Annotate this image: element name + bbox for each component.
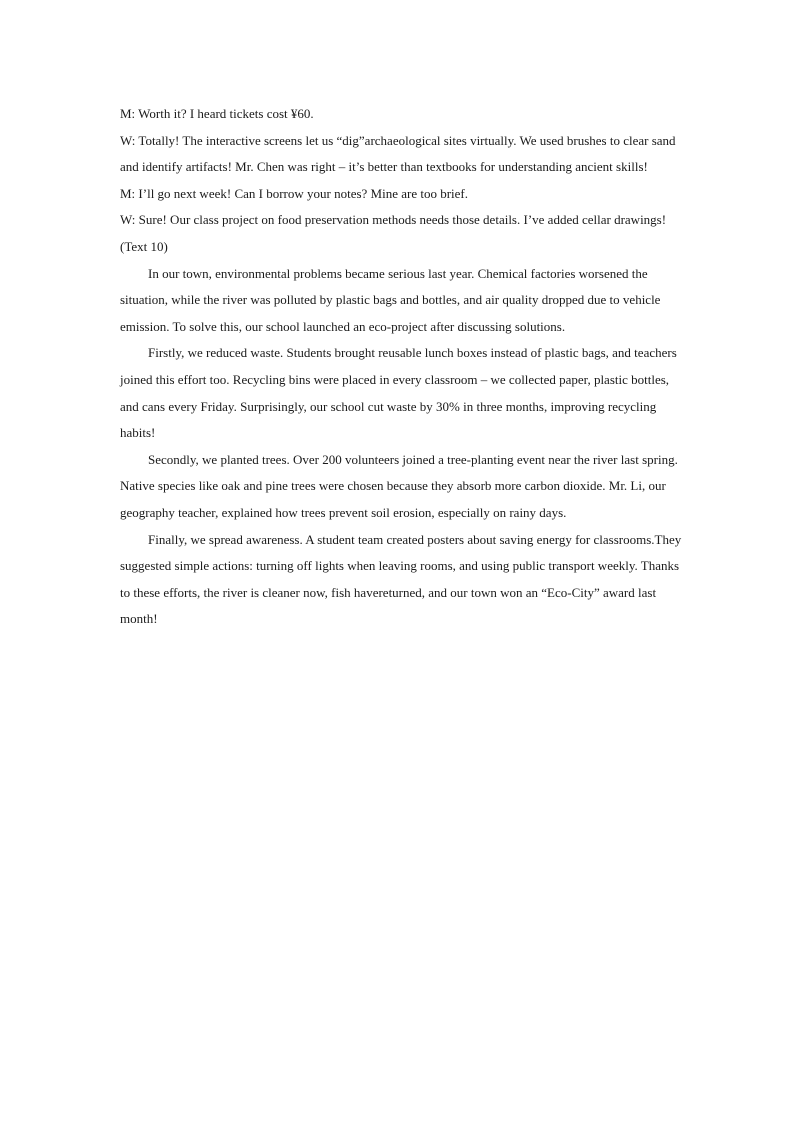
document-body [120,101,685,633]
paragraph-intro: In our town, environmental problems became serious last year. Chemical factories worsened the situation, while the river was polluted by plastic bags and bottles, and air quality dropped due to vehicle emission. To solve this, our school launched an eco-project after discussing solutions. [120,265,661,334]
paragraph-firstly: Firstly, we reduced waste. Students brought reusable lunch boxes instead of plastic bags, and teachers joined this effort too. Recycling bins were placed in every classroom – we collected paper, plastic bottles, and cans every Friday. Surprisingly, our school cut waste by 30% in three months, improving recycling habits! [120,345,677,441]
paragraph-secondly: Secondly, we planted trees. Over 200 volunteers joined a tree-planting event near the river last spring. Native species like oak and pine trees were chosen because they absorb more carbon dioxide. Mr. Li, our geography teacher, explained how trees prevent soil erosion, especially on rainy days. [120,451,678,520]
dialogue-line-w2: W: Sure! Our class project on food preservation methods needs those details. I’ve added cellar drawings! [120,212,667,228]
dialogue-line-m2: M: I’ll go next week! Can I borrow your notes? Mine are too brief. [120,185,469,201]
dialogue-line-w1: W: Totally! The interactive screens let us “dig”archaeological sites virtually. We used brushes to clear sand and identify artifacts! Mr. Chen was right – it’s better than textbooks for understanding ancient skills! [120,132,676,175]
section-label: (Text 10) [120,238,168,254]
paragraph-finally: Finally, we spread awareness. A student team created posters about saving energy for classrooms.They suggested simple actions: turning off lights when leaving rooms, and using public transport weekly. Thanks to these efforts, the river is cleaner now, fish havereturned, and our town won an “Eco-City” award last month! [120,531,682,627]
dialogue-line-m1: M: Worth it? I heard tickets cost ¥60. [120,106,314,121]
